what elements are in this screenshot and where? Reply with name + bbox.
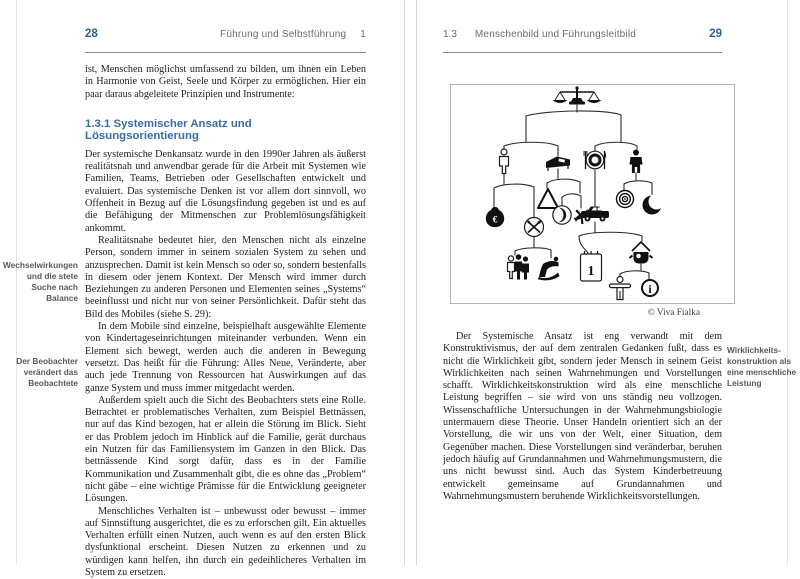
mobile-figure — [450, 84, 735, 304]
telephone-receiver-icon — [553, 206, 571, 224]
house-with-figure-icon — [630, 242, 653, 264]
calendar-day-label: 1 — [588, 264, 595, 279]
left-running-title: Führung und Selbstführung — [220, 29, 346, 40]
chapter-marker: 1 — [360, 29, 366, 40]
right-body-paragraph: Der Systemische Ansatz ist eng verwandt mit dem Konstruktivismus, der auf dem zentralen Gedanken fußt, dass es nicht die Wirklichkeit gibt, sondern jeder Mensch in seinem Geist Wirklichkeiten nach seinen Wahrnehmungen und Vorstellungen schafft. Wirklichkeitskonstruktion wird als eine menschliche Leistung begriffen – sie wird von uns ständig neu vollzogen. Wissenschaftliche Untersuchungen in der Wahrnehmungsbiologie untermauern diese Theorie. Unser Handeln orientiert sich an der Vorstellung, die wir uns von der Welt, einer Situation, dem Gegenüber machen. Diese Vorstellungen sind veränderbar, beruhen jedoch häufig auf Grundannahmen und Wahrnehmungsmustern, die uns nicht bewusst sind. Auch das System Kinderbetreuung entwickelt gemeinsame auf Grundannahmen und Wahrnehmungsmustern beruhende Wirklichkeitsvorstellungen. — [443, 331, 722, 503]
margin-note-observer: Der Beobachter verändert das Beobachtete — [0, 356, 78, 389]
dark-person-icon — [630, 150, 643, 174]
margin-note-construction: Wirklichkeits-konstruktion als eine menschliche Leistung — [727, 345, 797, 389]
slide-icon — [538, 257, 560, 281]
left-page-number: 28 — [85, 28, 98, 40]
person-outline-icon — [500, 149, 509, 174]
plate-with-cutlery-icon — [584, 151, 606, 169]
right-page-column — [443, 28, 722, 64]
scales-of-justice-icon — [553, 86, 602, 104]
car-icon — [581, 207, 609, 222]
mobile-illustration — [451, 85, 734, 303]
body-paragraph: In dem Mobile sind einzelne, beispielhaft ausgewählte Elemente von Kindertageseinrichtungen miteinander verbunden. Wenn ein Element sich bewegt, werden auch die anderen in Bewegung versetzt. Das heißt für die Führung: Alles Neue, Veränderte, aber auch jede Trennung von Ressourcen hat Auswirkungen auf das ganze System und muss immer mitgedacht werden. — [85, 321, 366, 395]
right-page-number: 29 — [709, 28, 722, 40]
spine-line-right — [416, 0, 417, 565]
triangle-icon — [538, 189, 558, 208]
margin-note-balance: Wechselwirkungen und die stete Suche nach Balance — [0, 260, 78, 304]
money-bag-euro-icon — [486, 207, 504, 227]
right-page-edge — [787, 0, 788, 565]
body-paragraph: Menschliches Verhalten ist – unbewusst oder bewusst – immer auf Sinnstiftung ausgerichtet, die es zu erforschen gilt. Ein aktuelles Verhalten erfüllt einen Nutzen, auch wenn es auf den ersten Blick dysfunktional erscheint. Diesen Nutzen zu erkennen und zu würdigen kann helfen, ihn durch ein gedeihlicheres Verhalten im System zu ersetzen. — [85, 506, 366, 579]
calendar-icon — [581, 251, 602, 281]
euro-symbol: € — [493, 215, 498, 225]
spine-line-left — [404, 0, 405, 565]
info-circle-icon — [642, 280, 658, 296]
right-running-header — [443, 28, 722, 42]
crescent-moon-icon — [643, 194, 665, 215]
group-of-people-icon — [508, 254, 530, 279]
right-header-rule — [443, 52, 722, 53]
body-paragraph: Der systemische Denkansatz wurde in den 1990er Jahren als äußerst realitätsnah und anwendbar gerade für die Arbeit mit Systemen wie Familien, Teams, Betrieben oder Gesellschaften entwickelt und evaluiert. Das systemische Denken ist vor allem dort sinnvoll, wo Offenheit in Bezug auf die Lösungsfindung gegeben ist und es auf die Befähigung der Mitmenschen zur Problemlösungsfähigkeit ankommt. — [85, 149, 366, 235]
left-running-header — [85, 28, 366, 42]
left-page-column — [85, 28, 366, 579]
crossed-cutlery-circle-icon — [525, 218, 544, 237]
intro-paragraph: ist, Menschen möglichst umfassend zu bilden, um ihnen ein Leben in Harmonie von Geist, Seele und Körper zu ermöglichen. Hier ein paar daraus abgeleitete Prinzipien und Instrumente: — [85, 64, 366, 101]
section-marker: 1.3 — [443, 29, 457, 40]
body-paragraph: Außerdem spielt auch die Sicht des Beobachters stets eine Rolle. Betrachtet er problematisches Verhalten, zum Beispiel Bettnässen, nur auf das Kind bezogen, hat er allein die Störung im Blick. Sieht er das Problem jedoch im Hinblick auf die Familie, gerät durchaus ein Nutzen für das Familiensystem im Ganzen in den Blick. Das bettnässende Kind sorgt dafür, dass es in der Familie Kommunikation und Zusammenhalt gibt, die es ohne das „Problem“ nicht gäbe – eine wichtige Prämisse für die Entwicklung geeigneter Lösungen. — [85, 395, 366, 506]
body-paragraph: Realitätsnahe bedeutet hier, den Menschen nicht als einzelne Person, sondern immer in seinem sozialen System zu sehen und anzusprechen. Damit ist kein Mensch so oder so, sondern bestenfalls in diesem oder jenem Kontext. Der Mensch wird immer durch Beziehungen zu anderen Personen und Elementen seines „Systems“ beeinflusst und nicht nur von seiner Persönlichkeit. Dafür steht das Bild des Mobiles (siehe S. 29): — [85, 235, 366, 321]
left-header-rule — [85, 52, 366, 53]
info-letter-label: i — [648, 282, 652, 296]
section-heading: 1.3.1 Systemischer Ansatz und Lösungsorientierung — [85, 118, 366, 142]
target-icon — [617, 191, 634, 208]
figure-caption: © Viva Fialka — [450, 308, 700, 318]
right-running-title: Menschenbild und Führungsleitbild — [475, 29, 636, 40]
person-arms-out-icon — [610, 277, 631, 300]
